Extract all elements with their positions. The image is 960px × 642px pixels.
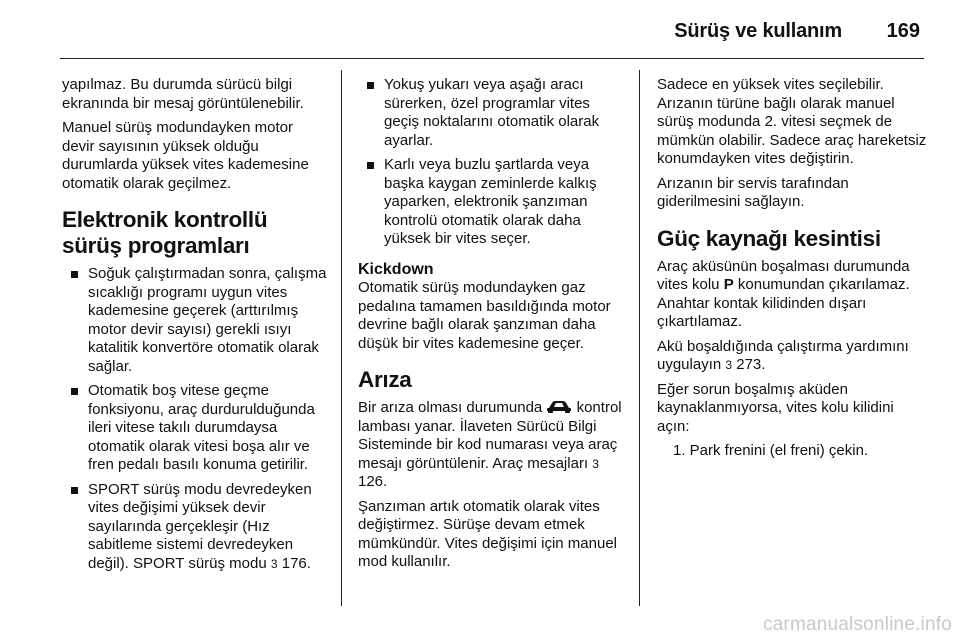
list-item: Karlı veya buzlu şartlarda veya başka kaygan zeminlerde kalkış yaparken, elektronik şanzıman kontrolü otomatik olarak daha yüksek bir vites seçer. <box>364 156 628 249</box>
section-title: Sürüş ve kullanım <box>674 20 842 42</box>
column-divider <box>341 70 342 606</box>
column-3 <box>657 76 927 467</box>
reference-link[interactable]: 176. <box>281 554 311 572</box>
numbered-list <box>657 442 927 461</box>
paragraph-text: Akü boşaldığında çalıştırma yardımını uygulayın <box>657 337 909 373</box>
paragraph-text: kontrol lambası yanar. İlaveten Sürücü Bilgi Sisteminde bir kod numarası veya araç mesajı görüntülenir. Araç mesajları <box>358 399 622 472</box>
paragraph-text: konumundan çıkarılamaz. Anahtar kontak kilidinden dışarı çıkartılamaz. <box>657 276 910 330</box>
header-divider <box>60 58 924 59</box>
list-item: Otomatik boş vitese geçme fonksiyonu, araç durdurulduğunda ileri vitese takılı durumdaysa otomatik olarak vitesi boşa alır ve fren pedalı basılı konuma getirilir. <box>68 382 328 475</box>
car-fault-icon <box>546 399 572 414</box>
paragraph: Sadece en yüksek vites seçilebilir. Arızanın türüne bağlı olarak manuel sürüş modunda 2. vitesi seçmek de mümkün olabilir. Sadece araç hareketsiz konumdayken vites değiştirin. <box>657 76 927 167</box>
paragraph: Manuel sürüş modundayken motor devir sayısının yüksek olduğu durumlarda yüksek vites kademesine otomatik olarak geçilmez. <box>62 119 309 192</box>
paragraph <box>358 399 628 492</box>
reference-link[interactable]: 126. <box>358 473 388 490</box>
column-divider <box>639 70 640 606</box>
list-item-text: SPORT sürüş modu devredeyken vites değişimi yüksek devir sayılarında gerçekleşir (Hız sabitleme sistemi devredeyken değil). SPORT sürüş modu <box>88 480 312 572</box>
paragraph: Şanzıman artık otomatik olarak vites değiştirmez. Sürüşe devam etmek mümkündür. Vites değişimi için manuel mod kullanılır. <box>358 497 618 570</box>
paragraph: Eğer sorun boşalmış aküden kaynaklanmıyorsa, vites kolu kilidini açın: <box>657 380 894 435</box>
list-item: Yokuş yukarı veya aşağı aracı sürerken, özel programlar vites geçiş noktalarını otomatik olarak ayarlar. <box>364 76 628 150</box>
reference-arrow-icon: 3 <box>592 456 599 471</box>
paragraph: Arızanın bir servis tarafından giderilmesini sağlayın. <box>657 174 849 210</box>
heading-power-outage: Güç kaynağı kesintisi <box>657 225 881 251</box>
heading-electronic-programs: Elektronik kontrollü sürüş programları <box>62 207 268 258</box>
paragraph: yapılmaz. Bu durumda sürücü bilgi ekranında bir mesaj görüntülenebilir. <box>62 76 304 112</box>
paragraph-text: Araç aküsünün boşalması durumunda vites kolu <box>657 257 910 293</box>
gear-position-p: P <box>723 276 734 293</box>
page-header <box>0 0 960 62</box>
column-2 <box>358 76 628 578</box>
paragraph-text: Bir arıza olması durumunda <box>358 399 543 416</box>
list-item: Soğuk çalıştırmadan sonra, çalışma sıcaklığı programı uygun vites kademesine geçerek (arttırılmış motor devir sayısı) gerekli ısıyı katalitik konvertöre otomatik olarak sağlar. <box>68 265 328 376</box>
heading-fault: Arıza <box>358 367 412 392</box>
paragraph: Otomatik sürüş modundayken gaz pedalına tamamen basıldığında motor devrine bağlı olarak şanzıman daha düşük bir vites kademesine geçer. <box>358 279 611 352</box>
reference-arrow-icon: 3 <box>725 358 733 372</box>
page-number: 169 <box>886 20 920 42</box>
list-item: 1. Park frenini (el freni) çekin. <box>673 442 869 459</box>
paragraph <box>657 258 927 332</box>
bullet-list <box>358 76 628 249</box>
heading-kickdown: Kickdown <box>358 260 434 278</box>
watermark: carmanualsonline.info <box>762 614 952 635</box>
bullet-list <box>62 265 328 573</box>
column-1 <box>62 76 328 579</box>
list-item <box>68 481 328 574</box>
reference-arrow-icon: 3 <box>270 556 278 571</box>
reference-link[interactable]: 273. <box>736 356 766 373</box>
paragraph <box>657 338 927 375</box>
